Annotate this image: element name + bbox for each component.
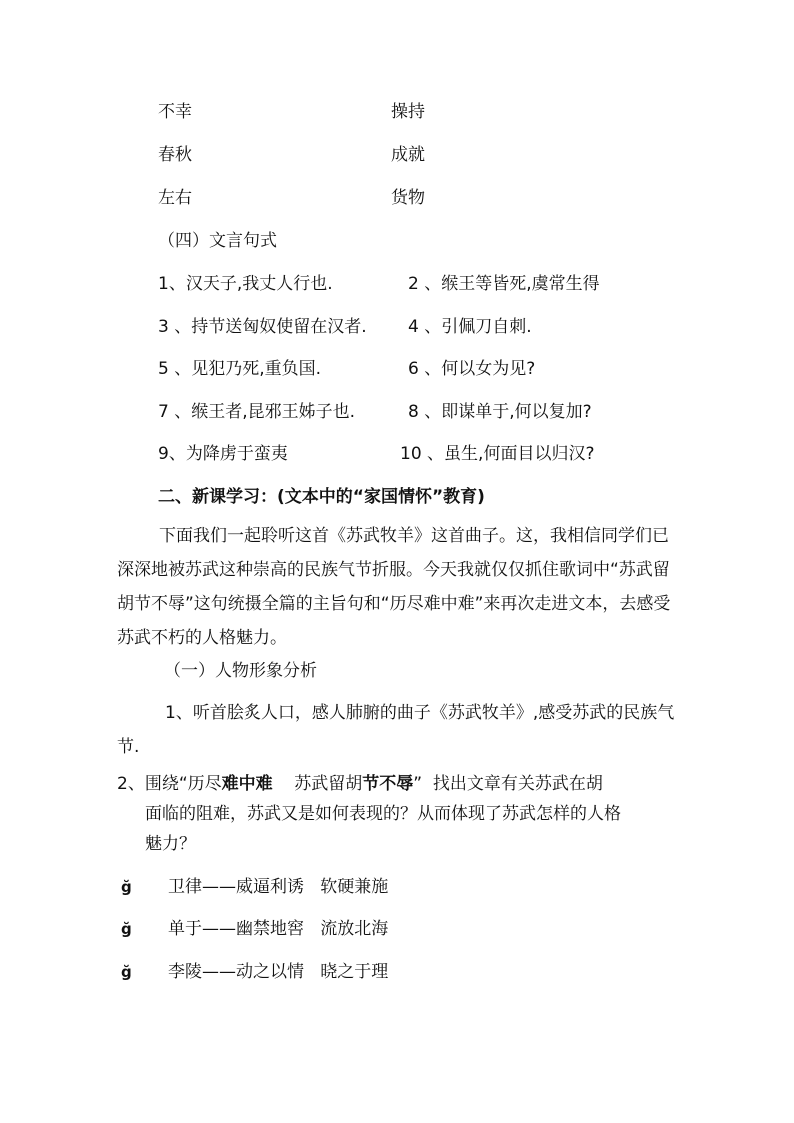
sentence-7: 7 、缑王者,昆邪王姊子也. [158,402,356,422]
sentence-5: 5 、见犯乃死,重负国. [158,359,322,379]
sentence-9: 9、为降虏于蛮夷 [158,444,288,464]
item-2-middle: 苏武留胡 [272,774,363,794]
item-2-bold-2: 节不辱 [362,774,414,794]
sentence-4: 4 、引佩刀自刺. [408,317,532,337]
sentence-2: 2 、缑王等皆死,虞常生得 [408,274,600,294]
vocab-left-2: 春秋 [158,145,192,165]
intro-paragraph: 下面我们一起聆听这首《苏武牧羊》这首曲子。这，我相信同学们已深深地被苏武这种崇高的民族气节折服。今天我就仅仅抓住歌词中“苏武留胡节不辱”这句统摄全篇的主旨句和“历尽难中难”来再次走进文本，去感受苏武不朽的人格魅力。 [117,526,671,648]
section4-title: （四）文言句式 [158,231,277,251]
vocab-left-3: 左右 [158,188,192,208]
item-2-prefix: 2、围绕“历尽 [117,774,222,794]
bullet-icon: ğ [121,963,132,981]
sentence-6: 6 、何以女为见? [408,359,536,379]
item-2-line-1 [117,776,603,793]
bullet-item-1: 卫律——威逼利诱 软硬兼施 [168,877,389,897]
item-2-bold-1: 难中难 [221,774,273,794]
vocab-right-2: 成就 [391,145,425,165]
item-1: 1、听首脍炙人口，感人肺腑的曲子《苏武牧羊》,感受苏武的民族气节. [117,703,675,757]
sentence-8: 8 、即谋单于,何以复加? [408,402,592,422]
vocab-left-1: 不幸 [158,102,192,122]
item-2-line-3: 魅力？ [145,834,196,854]
subsection1-title: （一）人物形象分析 [164,661,317,681]
sentence-10: 10 、虽生,何面目以归汉? [400,444,595,464]
item-2-suffix: ” 找出文章有关苏武在胡 [413,774,603,794]
vocab-right-3: 货物 [391,188,425,208]
sentence-1: 1、汉天子,我丈人行也. [158,274,333,294]
bullet-item-3: 李陵——动之以情 晓之于理 [168,962,389,982]
item-2-line-2: 面临的阻难，苏武又是如何表现的？从而体现了苏武怎样的人格 [145,804,621,824]
section2-title: 二、新课学习：(文本中的“家国情怀”教育) [158,487,485,507]
bullet-item-2: 单于——幽禁地窖 流放北海 [168,919,389,939]
sentence-3: 3 、持节送匈奴使留在汉者. [158,317,367,337]
bullet-icon: ğ [121,920,132,938]
bullet-icon: ğ [121,878,132,896]
vocab-right-1: 操持 [391,102,425,122]
